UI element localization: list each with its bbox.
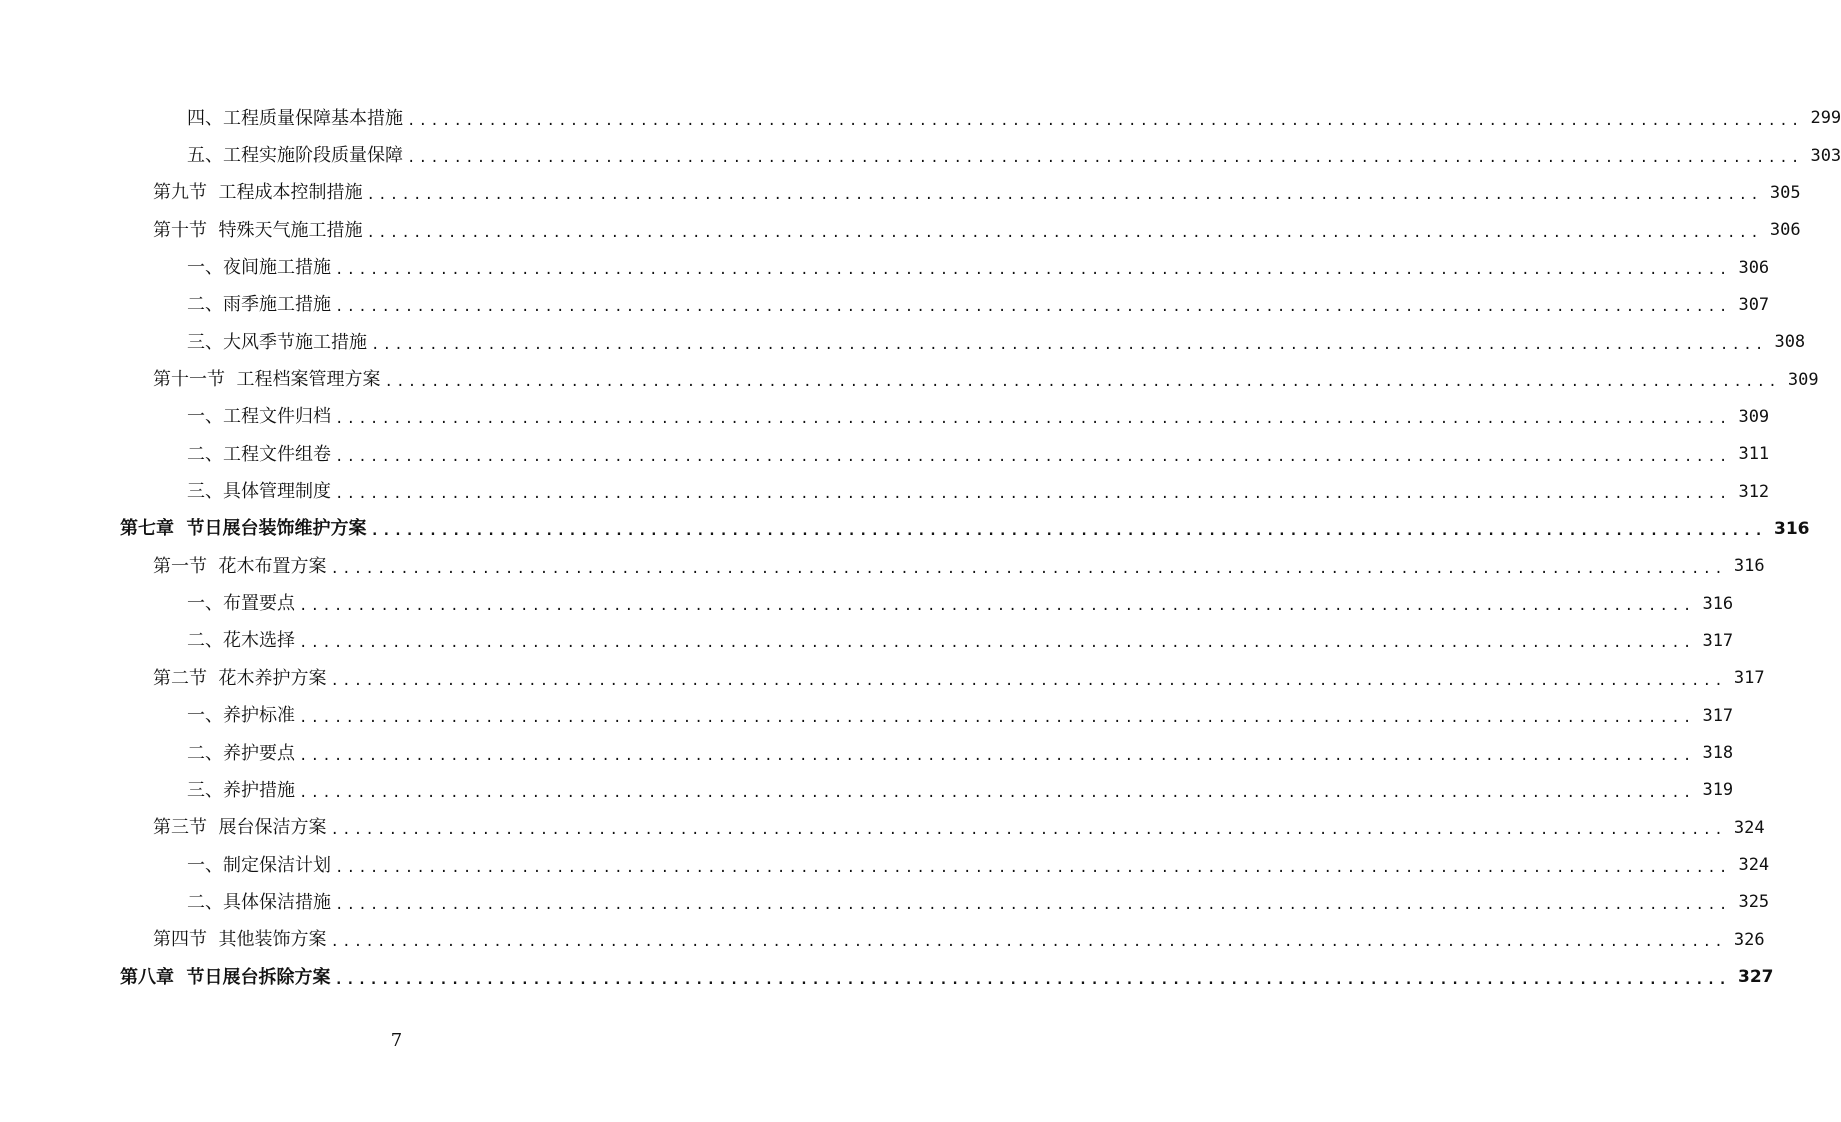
toc-entry-title: 三、大风季节施工措施 [187,331,367,353]
toc-entry-page: 306 [1738,257,1770,278]
dot-leader: ........................................................................................................................ [370,523,1766,540]
toc-subsection-entry[interactable] [0,585,1734,622]
toc-entry-page: 299 [1810,108,1841,129]
toc-subsection-entry[interactable] [0,847,1770,884]
table-of-contents [0,100,1841,996]
toc-entry-title: 第四节 其他装饰方案 [153,929,327,951]
dot-leader: ........................................................................................................................ [407,112,1803,129]
toc-section-entry[interactable] [0,660,1765,697]
toc-entry-page: 324 [1733,817,1765,838]
toc-subsection-entry[interactable] [0,137,1841,174]
toc-entry-title: 第二节 花木养护方案 [153,667,327,689]
toc-section-entry[interactable] [0,922,1765,959]
toc-entry-title: 二、花木选择 [187,630,295,652]
toc-entry-title: 一、布置要点 [187,593,295,615]
toc-subsection-entry[interactable] [0,100,1841,137]
toc-subsection-entry[interactable] [0,473,1770,510]
toc-entry-page: 317 [1733,668,1765,689]
toc-entry-page: 308 [1774,332,1806,353]
toc-chapter-entry[interactable] [0,511,1810,548]
toc-entry-title: 二、雨季施工措施 [187,294,331,316]
toc-section-entry[interactable] [0,175,1801,212]
toc-subsection-entry[interactable] [0,735,1734,772]
toc-entry-page: 307 [1738,294,1770,315]
toc-section-entry[interactable] [0,212,1801,249]
toc-subsection-entry[interactable] [0,698,1734,735]
toc-subsection-entry[interactable] [0,324,1806,361]
dot-leader: ........................................................................................................................ [366,187,1762,204]
toc-entry-title: 二、养护要点 [187,742,295,764]
toc-entry-title: 二、具体保洁措施 [187,891,331,913]
toc-entry-title: 第十节 特殊天气施工措施 [153,219,363,241]
toc-entry-page: 309 [1738,406,1770,427]
dot-leader: ........................................................................................................................ [335,486,1731,503]
dot-leader: ........................................................................................................................ [299,710,1695,727]
dot-leader: ........................................................................................................................ [330,560,1726,577]
toc-subsection-entry[interactable] [0,436,1770,473]
toc-entry-title: 第十一节 工程档案管理方案 [153,369,381,391]
toc-subsection-entry[interactable] [0,884,1770,921]
dot-leader: ........................................................................................................................ [330,822,1726,839]
toc-section-entry[interactable] [0,361,1819,398]
dot-leader: ........................................................................................................................ [335,896,1731,913]
toc-subsection-entry[interactable] [0,399,1770,436]
toc-entry-page: 309 [1787,369,1819,390]
toc-section-entry[interactable] [0,548,1765,585]
toc-entry-page: 305 [1769,182,1801,203]
toc-entry-page: 312 [1738,481,1770,502]
toc-entry-page: 317 [1702,705,1734,726]
toc-subsection-entry[interactable] [0,249,1770,286]
toc-entry-page: 316 [1702,593,1734,614]
toc-entry-title: 四、工程质量保障基本措施 [187,107,403,129]
toc-entry-page: 319 [1702,780,1734,801]
toc-entry-title: 一、养护标准 [187,705,295,727]
toc-entry-title: 第九节 工程成本控制措施 [153,182,363,204]
dot-leader: ........................................................................................................................ [299,747,1695,764]
toc-entry-page: 306 [1769,220,1801,241]
toc-entry-page: 316 [1774,518,1810,539]
toc-entry-page: 311 [1738,444,1770,465]
dot-leader: ........................................................................................................................ [299,784,1695,801]
toc-entry-page: 324 [1738,855,1770,876]
dot-leader: ........................................................................................................................ [407,150,1803,167]
toc-entry-page: 327 [1738,967,1774,988]
toc-entry-title: 第七章 节日展台装饰维护方案 [120,518,367,540]
toc-chapter-entry[interactable] [0,959,1774,996]
toc-entry-title: 第三节 展台保洁方案 [153,817,327,839]
toc-entry-title: 三、养护措施 [187,779,295,801]
dot-leader: ........................................................................................................................ [335,859,1731,876]
dot-leader: ........................................................................................................................ [334,971,1730,988]
dot-leader: ........................................................................................................................ [335,448,1731,465]
toc-entry-page: 325 [1738,892,1770,913]
toc-entry-title: 一、夜间施工措施 [187,257,331,279]
dot-leader: ........................................................................................................................ [335,411,1731,428]
toc-entry-page: 316 [1733,556,1765,577]
toc-entry-title: 一、工程文件归档 [187,406,331,428]
toc-entry-title: 一、制定保洁计划 [187,854,331,876]
toc-entry-title: 五、工程实施阶段质量保障 [187,145,403,167]
toc-subsection-entry[interactable] [0,772,1734,809]
toc-entry-page: 318 [1702,743,1734,764]
dot-leader: ........................................................................................................................ [330,672,1726,689]
toc-subsection-entry[interactable] [0,287,1770,324]
toc-entry-page: 317 [1702,630,1734,651]
dot-leader: ........................................................................................................................ [299,598,1695,615]
dot-leader: ........................................................................................................................ [371,336,1767,353]
toc-entry-page: 303 [1810,145,1841,166]
dot-leader: ........................................................................................................................ [335,299,1731,316]
dot-leader: ........................................................................................................................ [335,262,1731,279]
toc-entry-title: 二、工程文件组卷 [187,443,331,465]
toc-entry-title: 三、具体管理制度 [187,481,331,503]
toc-entry-title: 第一节 花木布置方案 [153,555,327,577]
dot-leader: ........................................................................................................................ [384,374,1780,391]
toc-entry-title: 第八章 节日展台拆除方案 [120,966,331,988]
page-number: 7 [390,1030,403,1051]
dot-leader: ........................................................................................................................ [330,934,1726,951]
dot-leader: ........................................................................................................................ [299,635,1695,652]
toc-subsection-entry[interactable] [0,623,1734,660]
toc-entry-page: 326 [1733,929,1765,950]
toc-section-entry[interactable] [0,810,1765,847]
dot-leader: ........................................................................................................................ [366,224,1762,241]
